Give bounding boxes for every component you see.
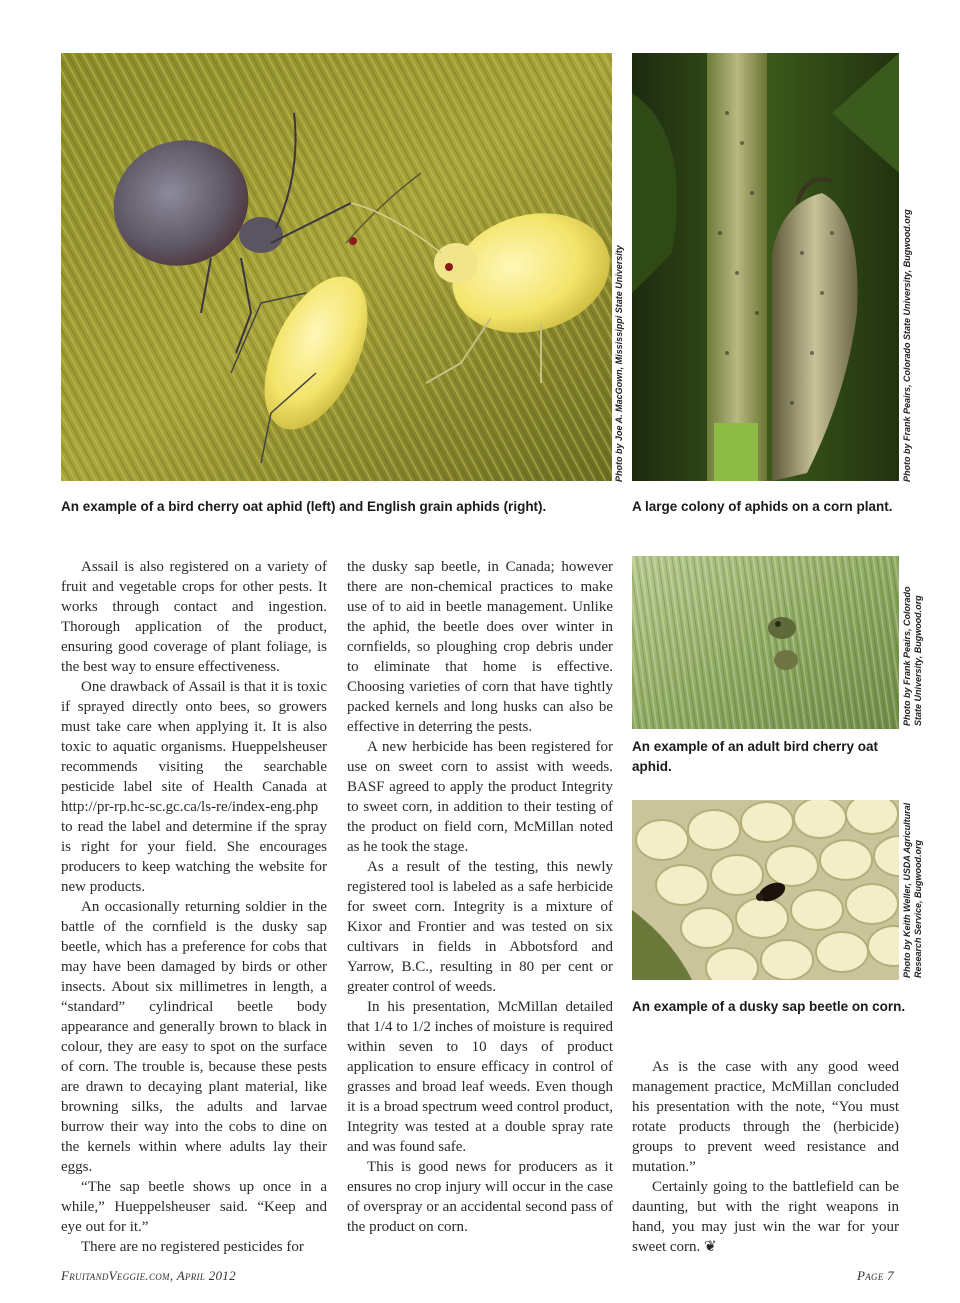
article-column-3 xyxy=(632,1057,899,1257)
figure-caption-1: An example of a bird cherry oat aphid (left) and English grain aphids (right). xyxy=(61,499,547,514)
article-column-1 xyxy=(61,557,327,1257)
photo-credit-2: Photo by Frank Peairs, Colorado State University, Bugwood.org xyxy=(902,209,912,482)
figure-caption-4: An example of a dusky sap beetle on corn. xyxy=(632,999,906,1014)
aphid-colony-on-corn-photo xyxy=(632,53,899,481)
paragraph: A new herbicide has been registered for use on sweet corn to assist with weeds. BASF agreed to apply the product Integrity to sweet corn, in addition to their testing of the product on field corn, McMillan noted as he took the stage. xyxy=(347,739,613,855)
footer-publication: FruitandVeggie.com, April 2012 xyxy=(61,1268,236,1283)
footer-page-number: Page 7 xyxy=(857,1268,894,1283)
paragraph: Assail is also registered on a variety of fruit and vegetable crops for other pests. It works through contact and ingestion. Thorough application of the product, ensuring good coverage of plant foliage, is the best way to ensure effectiveness. xyxy=(61,559,327,675)
figure-caption-3: An example of an adult bird cherry oat aphid. xyxy=(632,739,879,774)
paragraph: As a result of the testing, this newly registered tool is labeled as a safe herbicide for sweet corn. Integrity is a mixture of Kixor and Frontier and was tested on six cultivars in fields in Abbotsford and Yarrow, B.C., resulting in 80 per cent or greater control of weeds. xyxy=(347,859,613,995)
adult-aphid-photo xyxy=(632,556,899,729)
paragraph: the dusky sap beetle, in Canada; however there are non-chemical practices to make use of to aid in beetle management. Unlike the aphid, the beetle does over winter in cornfields, so ploughing crop debris under to eliminate that home is effective. Choosing varieties of corn that have tightly packed kernels and long husks can also be effective in deterring the pests. xyxy=(347,559,613,735)
paragraph: In his presentation, McMillan detailed that 1/4 to 1/2 inches of moisture is required within seven to 10 days of product application to ensure efficacy in control of grasses and broad leaf weeds. Even though it is a broad spectrum weed control product, Integrity was tested at a double spray rate and was found safe. xyxy=(347,999,613,1155)
photo-credit-3: Photo by Frank Peairs, Colorado State University, Bugwood.org xyxy=(902,586,923,726)
paragraph: An occasionally returning soldier in the battle of the cornfield is the dusky sap beetle, which has a preference for cobs that may have been damaged by birds or other insects. About six millimetres in length, a “standard” cylindrical beetle body appearance and generally brown to black in colour, they are easy to spot on the surface of corn. The trouble is, because these pests are drawn to decaying plant material, like browning silks, the adults and larvae burrow their way into the cobs to dine on the kernels within where adults lay their eggs. xyxy=(61,899,327,1175)
paragraph: One drawback of Assail is that it is toxic if sprayed directly onto bees, so growers must take care when applying it. It is also toxic to aquatic organisms. Hueppelsheuser recommends visiting the searchable pesticide label site of Health Canada at http://pr-rp.hc-sc.gc.ca/ls-re/index-eng.php to read the label and determine if the spray is right for your field. She encourages producers to keep watching the website for new products. xyxy=(61,679,327,895)
aphids-on-leaf-photo xyxy=(61,53,612,481)
photo-credit-4: Photo by Keith Weller, USDA Agricultural Research Service, Bugwood.org xyxy=(902,802,923,978)
sap-beetle-on-corn-photo xyxy=(632,800,899,980)
paragraph: “The sap beetle shows up once in a while,” Hueppelsheuser said. “Keep and eye out for it.” xyxy=(61,1179,327,1235)
paragraph: This is good news for producers as it ensures no crop injury will occur in the case of overspray or an accidental second pass of the product on corn. xyxy=(347,1159,613,1235)
photo-credit-1: Photo by Joe A. MacGown, Mississippi State University xyxy=(614,245,624,482)
paragraph: As is the case with any good weed management practice, McMillan concluded his presentation with the note, “You must rotate products through the (herbicide) groups to prevent weed resistance and mutation.” xyxy=(632,1059,899,1175)
paragraph: There are no registered pesticides for xyxy=(81,1239,304,1255)
figure-caption-2: A large colony of aphids on a corn plant. xyxy=(632,499,893,514)
article-column-2 xyxy=(347,557,613,1237)
paragraph: Certainly going to the battlefield can be daunting, but with the right weapons in hand, you may just win the war for your sweet corn. ❦ xyxy=(632,1179,899,1255)
